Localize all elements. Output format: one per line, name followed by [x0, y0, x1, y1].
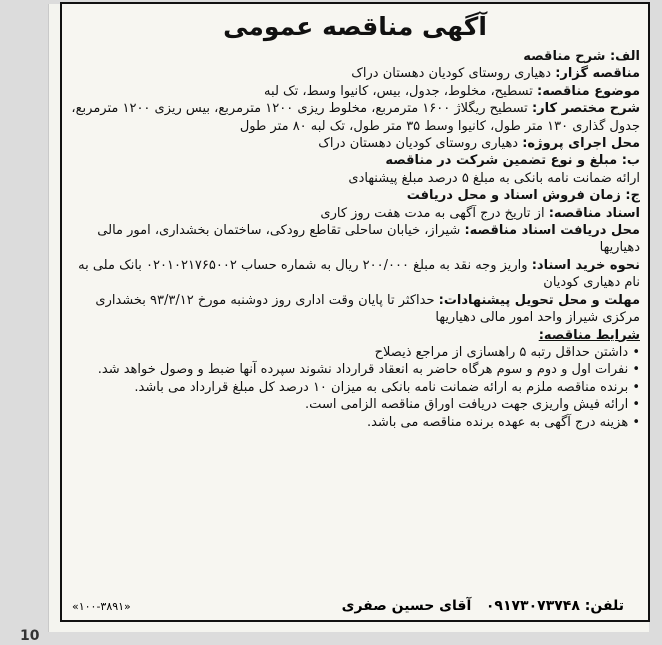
subject-label: موضوع مناقصه:	[537, 83, 640, 99]
guarantee-text: ارائه ضمانت نامه بانکی به مبلغ ۵ درصد مبلغ پیشنهادی	[348, 170, 640, 186]
subject-row	[70, 83, 640, 100]
docs-label: اسناد مناقصه:	[548, 205, 640, 221]
notice-content	[62, 4, 648, 431]
condition-item: • نفرات اول و دوم و سوم هرگاه حاضر به انعقاد قرارداد نشوند سپرده آنها ضبط و وصول خواهد شد.	[97, 362, 640, 378]
docs-place-row	[70, 222, 640, 257]
notice-frame	[60, 2, 650, 622]
organizer-value: دهیاری روستای کودیان دهستان دراک	[351, 66, 552, 82]
deadline-value: حداکثر تا پایان وقت اداری روز دوشنبه مورخ ۹۳/۳/۱۲ بخشداری مرکزی شیراز واحد امور مالی دهیاریها	[95, 292, 640, 326]
location-value: دهیاری روستای کودیان دهستان دراک	[318, 136, 519, 152]
page-number-fragment: 10	[20, 628, 40, 644]
organizer-row	[70, 65, 640, 82]
conditions-heading: شرایط مناقصه:	[538, 327, 640, 343]
deadline-label: مهلت و محل تحویل پیشنهادات:	[438, 292, 640, 308]
docs-place-label: محل دریافت اسناد مناقصه:	[464, 223, 640, 239]
docs-row	[70, 205, 640, 222]
summary-row	[70, 100, 640, 135]
docs-place-value: شیراز، خیابان ساحلی تقاطع رودکی، ساختمان بخشداری، امور مالی دهیاریها	[97, 223, 640, 256]
location-label: محل اجرای پروژه:	[522, 136, 640, 152]
notice-footer	[62, 594, 648, 618]
condition-item: • هزینه درج آگهی به عهده برنده مناقصه می باشد.	[366, 414, 640, 430]
purchase-label: نحوه خرید اسناد:	[531, 257, 640, 273]
subject-value: تسطیح، مخلوط، جدول، بیس، کانیوا وسط، تک لبه	[264, 83, 533, 99]
notice-code: «۱۰۰-۳۸۹۱»	[72, 599, 131, 613]
phone-label: تلفن:	[584, 598, 624, 614]
condition-item: • داشتن حداقل رتبه ۵ راهسازی از مراجع ذیصلاح	[374, 344, 640, 360]
notice-title: آگهی مناقصه عمومی	[223, 12, 487, 41]
contact-line	[342, 598, 624, 614]
summary-value: تسطیح ریگلاژ ۱۶۰۰ مترمربع، مخلوط ریزی ۱۲۰۰ مترمربع، بیس ریزی ۱۲۰۰ مترمربع، جدول گذاری ۱۳۰ متر طول، کانیوا وسط ۳۵ متر طول، تک لبه ۸۰ متر طول	[71, 101, 640, 134]
purchase-row	[70, 257, 640, 292]
condition-item: • ارائه فیش واریزی جهت دریافت اوراق مناقصه الزامی است.	[305, 397, 640, 413]
contact-name: آقای حسین صفری	[341, 598, 472, 614]
summary-label: شرح مختصر کار:	[531, 101, 640, 117]
deadline-row	[70, 292, 640, 327]
section-b-heading: ب: مبلغ و نوع تضمین شرکت در مناقصه	[385, 153, 640, 169]
purchase-value: واریز وجه نقد به مبلغ ۲۰۰/۰۰۰ ریال به شماره حساب ۰۲۰۱۰۲۱۷۶۵۰۰۲ بانک ملی به نام دهیاری کودیان	[78, 257, 640, 291]
location-row	[70, 135, 640, 152]
docs-value: از تاریخ درج آگهی به مدت هفت روز کاری	[320, 205, 545, 221]
section-a-heading: الف: شرح مناقصه	[523, 49, 640, 64]
organizer-label: مناقصه گزار:	[555, 66, 640, 82]
section-c-heading: ج: زمان فروش اسناد و محل دریافت	[406, 188, 640, 204]
phone-number: ۰۹۱۷۳۰۷۳۷۴۸	[485, 598, 580, 614]
condition-item: • برنده مناقصه ملزم به ارائه ضمانت نامه بانکی به میزان ۱۰ درصد کل مبلغ قرارداد می باشد.	[134, 379, 640, 395]
